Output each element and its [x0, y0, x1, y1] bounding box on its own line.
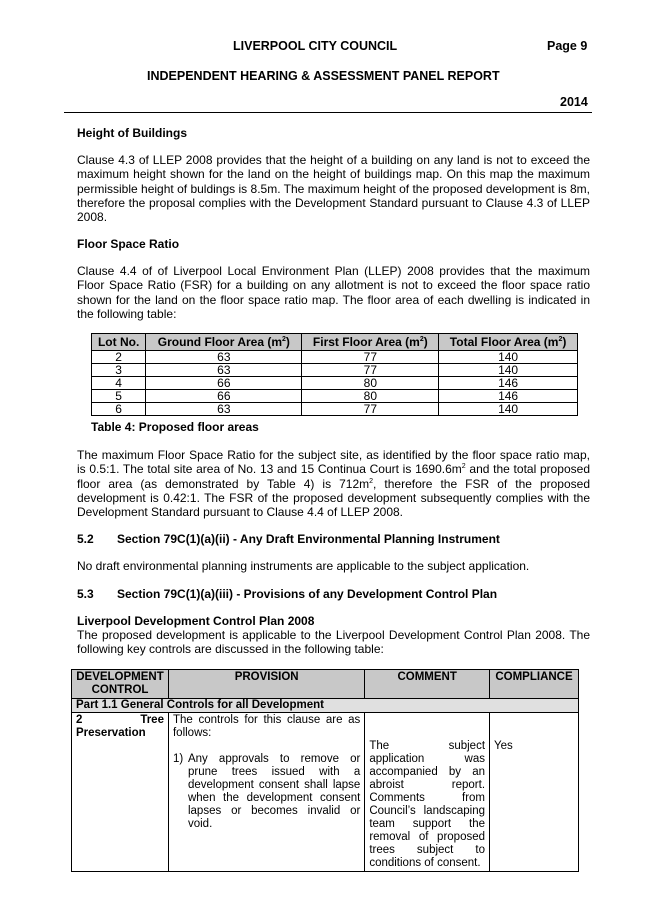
col-provision: PROVISION	[168, 670, 364, 699]
part-heading: Part 1.1 General Controls for all Development	[72, 699, 579, 713]
section-5-3-title: Section 79C(1)(a)(iii) - Provisions of any Development Control Plan	[117, 587, 498, 601]
col-total-floor: Total Floor Area $(m^2)$	[439, 334, 578, 351]
col-development-control: DEVELOPMENT CONTROL	[72, 670, 169, 699]
table-row	[72, 713, 579, 872]
report-year: 2014	[560, 95, 588, 109]
section-5-3-number: 5.3	[77, 587, 94, 601]
compliance-cell: Yes	[490, 713, 579, 872]
floor-area-table	[91, 333, 578, 416]
table-caption: Table 4: Proposed floor areas	[91, 420, 259, 434]
section-5-2-title: Section 79C(1)(a)(ii) - Any Draft Environmental Planning Instrument	[117, 532, 500, 546]
page-number: Page 9	[547, 39, 588, 53]
dcp-controls-table	[71, 669, 579, 872]
report-title: INDEPENDENT HEARING & ASSESSMENT PANEL REPORT	[147, 69, 500, 83]
fsr-paragraph: Clause 4.4 of of Liverpool Local Environment Plan (LLEP) 2008 provides that the maximum Floor Space Ratio (FSR) for a building on any allotment is not to exceed the floor space ratio shown for the land on the floor space ratio map. The floor area of each dwelling is indicated in the following table:	[77, 264, 590, 321]
table-row: 4 66 80 146	[92, 377, 578, 390]
section-5-2-number: 5.2	[77, 532, 94, 546]
fsr-result-paragraph: The maximum Floor Space Ratio for the subject site, as identified by the floor space ratio map, is 0.5:1. The total site area of No. 13 and 15 Continua Court is $1690.6m^2$ and the total proposed floor area (as demonstrated by Table 4) is $712m^2$, therefore the FSR of the proposed development is 0.42:1. The FSR of the proposed development subsequently complies with the Development Standard pursuant to Clause 4.4 of LLEP 2008.	[77, 448, 590, 520]
col-comment: COMMENT	[365, 670, 490, 699]
header-rule	[64, 112, 592, 113]
col-first-floor: First Floor Area $(m^2)$	[302, 334, 439, 351]
col-compliance: COMPLIANCE	[490, 670, 579, 699]
control-name: 2 Tree Preservation	[72, 713, 169, 872]
table-row	[72, 699, 579, 713]
dcp-heading: Liverpool Development Control Plan 2008	[77, 614, 315, 628]
provision-cell: The controls for this clause are as follows: 1) Any approvals to remove or prune trees issued with a development consent shall lapse when the development consent lapses or becomes invalid or void.	[168, 713, 364, 872]
fsr-heading: Floor Space Ratio	[77, 237, 180, 251]
table-row: 3 63 77 140	[92, 364, 578, 377]
col-lot-no: Lot No.	[92, 334, 146, 351]
table-row: 6 63 77 140	[92, 403, 578, 416]
table-row: 2 63 77 140	[92, 351, 578, 364]
height-heading: Height of Buildings	[77, 126, 187, 140]
col-ground-floor: Ground Floor Area $(m^2)$	[146, 334, 302, 351]
table-row: 5 66 80 146	[92, 390, 578, 403]
council-name: LIVERPOOL CITY COUNCIL	[233, 39, 398, 53]
comment-cell: The subject application was accompanied by an abroist report. Comments from Council’s landscaping team support the removal of proposed trees subject to conditions of consent.	[365, 713, 490, 872]
section-5-2-text: No draft environmental planning instruments are applicable to the subject application.	[77, 559, 530, 573]
dcp-intro: The proposed development is applicable to the Liverpool Development Control Plan 2008. The following key controls are discussed in the following table:	[77, 628, 590, 657]
height-paragraph: Clause 4.3 of LLEP 2008 provides that the height of a building on any land is not to exceed the maximum height shown for the land on the height of buildings map. On this map the maximum permissible height of buldings is 8.5m. The maximum height of the proposed development is 8m, therefore the proposal complies with the Development Standard pursuant to Clause 4.3 of LLEP 2008.	[77, 153, 590, 225]
